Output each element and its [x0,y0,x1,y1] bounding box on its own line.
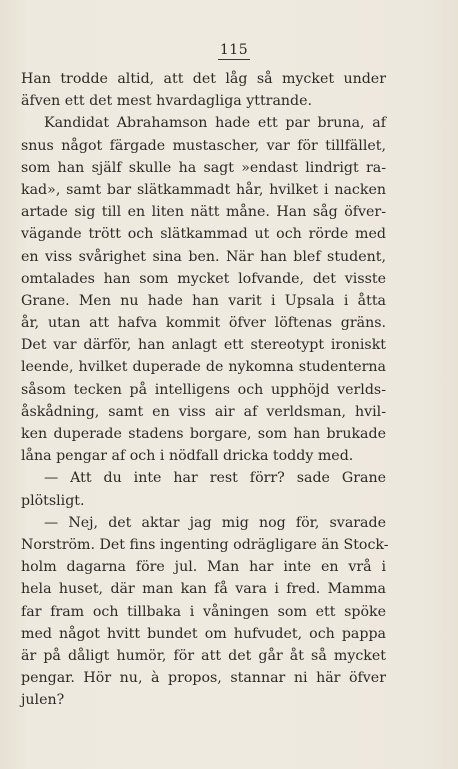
text-line: snus något färgade mustascher, var för tillfället, [21,137,386,154]
page-number [0,42,458,60]
text-line: leende, hvilket duperade de nykomna studenterna [21,359,386,376]
text-line: Norström. Det fins ingenting odrägligare än Stock- [21,536,389,553]
text-line: hela huset, där man kan få vara i fred. Mamma [21,581,386,598]
text-line: Han trodde altid, att det låg så mycket under [21,71,386,87]
text-line: år, utan att hafva kommit öfver löftenas gräns. [21,315,386,332]
text-line: artade sig till en liten nätt måne. Han såg öfver- [21,204,386,221]
text-line: Det var därför, han anlagt ett stereotypt ironiskt [21,337,386,354]
text-line: äfven ett det mest hvardagliga yttrande. [21,93,313,110]
text-line: — Nej, det aktar jag mig nog för, svarade [44,514,386,531]
text-line: en viss svårighet sina ben. När han blef student, [21,248,386,265]
text-line: holm dagarna före jul. Man har inte en vrå i [21,559,386,576]
text-line: åskådning, samt en viss air af verldsman, hvil- [21,403,386,420]
text-line: ken duperade stadens borgare, som han brukade [21,426,386,442]
text-line: med något hvitt bundet om hufvudet, och pappa [21,625,386,642]
text-line: plötsligt. [21,492,85,509]
text-line: julen? [21,692,65,709]
text-line: som han själf skulle ha sagt »endast lindrigt ra- [21,159,386,176]
text-line: — Att du inte har rest förr? sade Grane [44,470,386,487]
page-number-text: 115 [219,42,249,58]
text-line: är på dåligt humör, för att det går åt så mycket [21,647,386,664]
text-line: kad», samt bar slätkammadt hår, hvilket i nacken [21,181,386,198]
text-line: pengar. Hör nu, à propos, stannar ni här öfver [21,670,386,687]
text-line: Kandidat Abrahamson hade ett par bruna, af [44,115,386,132]
text-line: Grane. Men nu hade han varit i Upsala i åtta [21,292,386,309]
text-line: såsom tecken på intelligens och upphöjd verlds- [21,381,386,398]
text-line: låna pengar af och i nödfall dricka toddy med. [21,448,354,465]
text-line: vägande trött och slätkammad ut och rörde med [21,226,386,243]
text-line: far fram och tillbaka i våningen som ett spöke [21,603,386,620]
text-line: omtalades han som mycket lofvande, det visste [21,270,386,287]
body-text [21,68,389,711]
